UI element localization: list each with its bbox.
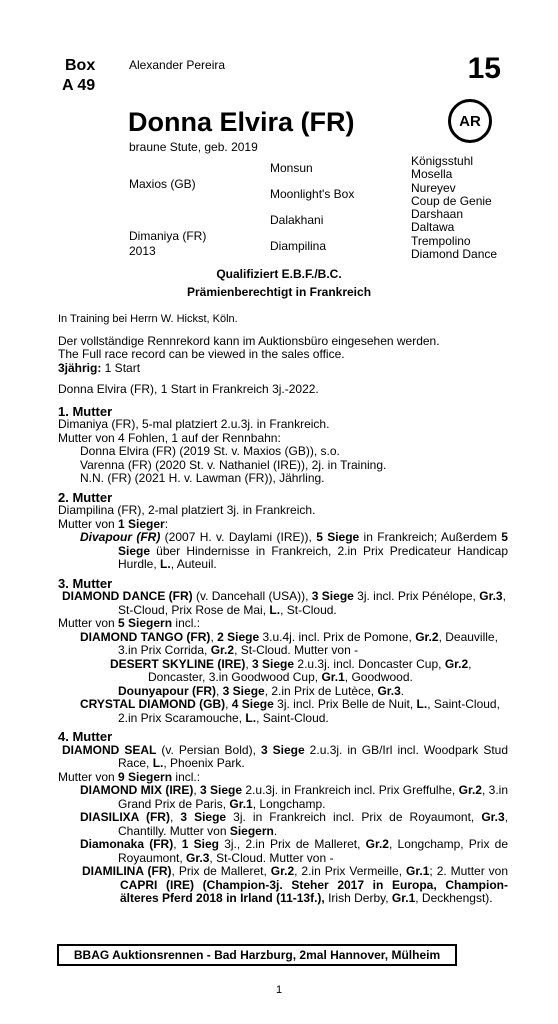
wins: 1 Sieg	[181, 837, 219, 851]
text: Mutter von	[58, 616, 119, 630]
text: , Phoenix Park.	[163, 756, 245, 770]
owner-name: Alexander Pereira	[129, 58, 226, 72]
dam-entry	[58, 590, 508, 617]
text: ,	[245, 656, 253, 671]
text: incl.:	[172, 616, 201, 630]
text: ,	[225, 697, 232, 711]
winner-count: 5 Siegern	[118, 616, 173, 630]
text: 3.u.4j. incl. Prix de Pomone,	[259, 629, 416, 644]
horse-name: DIAMILINA (FR)	[82, 864, 172, 878]
pedigree-grandparent: Dalakhani	[270, 213, 324, 227]
wins: 2 Siege	[217, 629, 260, 644]
box-title: Box	[65, 57, 96, 74]
horse-name: DIASILIXA (FR)	[80, 810, 170, 824]
grade: Gr.1	[321, 670, 345, 684]
grade: Gr.2	[365, 837, 389, 851]
text: , Chantilly. Mutter von	[118, 810, 509, 838]
age3-label: 3jährig:	[58, 360, 102, 375]
text: Irish Derby,	[324, 891, 392, 905]
text: (v. Persian Bold),	[156, 742, 261, 757]
winners-intro	[58, 518, 508, 532]
wins: 3 Siege	[200, 783, 243, 797]
horse-name: DIAMOND TANGO (FR)	[80, 629, 211, 644]
auction-race-banner: BBAG Auktionsrennen - Bad Harzburg, 2mal Hannover, Mülheim	[57, 944, 457, 966]
champion-note: (Champion-3j. Steher 2017 in Europa, Champion-älteres Pferd 2018 in Irland (11-13f.),	[120, 877, 508, 905]
section-heading-3: 3. Mutter	[58, 575, 113, 591]
horse-description: braune Stute, geb. 2019	[129, 140, 258, 154]
wins: 4 Siege	[231, 697, 274, 711]
grade: L.	[245, 710, 257, 725]
produce-item: N.N. (FR) (2021 H. v. Lawman (FR)), Jährling.	[80, 471, 325, 485]
winner-count: 9 Siegern	[118, 769, 173, 784]
pedigree-grandparent: Monsun	[270, 161, 313, 175]
grade: Gr.1	[406, 864, 430, 878]
qualification: Prämienberechtigt in Frankreich	[186, 285, 372, 299]
pedigree-great-grandparent: Trempolino	[411, 234, 471, 248]
grade: Gr.2	[444, 656, 469, 671]
pedigree-great-grandparent: Daltawa	[411, 220, 455, 234]
grade: L.	[160, 557, 171, 571]
section-heading-2: 2. Mutter	[58, 489, 113, 505]
text: ; 2. Mutter von	[429, 864, 509, 878]
progeny-entry	[58, 811, 508, 838]
grade: Gr.3	[479, 589, 503, 603]
grade: Gr.1	[391, 891, 416, 905]
progeny-entry	[58, 838, 508, 865]
wins: 5 Siege	[118, 530, 508, 558]
text: , 3.in Grand Prix de Paris,	[118, 783, 508, 811]
catalogue-body	[58, 313, 508, 906]
grade: Gr.3	[481, 810, 505, 824]
text: , St-Cloud. Mutter von -	[209, 850, 334, 865]
box-number: A 49	[62, 77, 96, 94]
text: , St-Cloud, Prix Rose de Mai,	[118, 589, 506, 617]
text: 2.u.3j. in Frankreich incl. Prix Greffulhe,	[242, 783, 459, 797]
text: incl.:	[172, 769, 201, 784]
horse-name: DIAMOND MIX (IRE)	[80, 783, 194, 797]
record-note-en: The Full race record can be viewed in the sales office.	[58, 347, 345, 361]
wins: 5 Siege	[316, 530, 360, 544]
pedigree-grandparent: Diampilina	[270, 239, 327, 253]
grade: L.	[152, 756, 164, 770]
text: , Deauville, 3.in Prix Corrida,	[118, 629, 498, 657]
text: , 2.in Prix de Lutèce,	[264, 683, 378, 698]
qualification: Qualifiziert E.B.F./B.C.	[216, 267, 342, 281]
horse-name: Dounyapour (FR)	[118, 683, 216, 698]
text: , St-Cloud. Mutter von -	[234, 643, 359, 657]
progeny-entry	[58, 698, 508, 725]
section-heading-1: 1. Mutter	[58, 403, 113, 419]
text: 3j. in Frankreich incl. Prix de Royaumont,	[226, 810, 482, 824]
age3-value: 1 Start	[101, 360, 141, 375]
text: , Prix de Malleret,	[171, 864, 271, 878]
text: , Goodwood.	[344, 670, 413, 684]
progeny-entry	[58, 685, 508, 699]
text: (v. Dancehall (USA)),	[192, 589, 312, 603]
record-note-de: Der vollständige Rennrekord kann im Auktionsbüro eingesehen werden.	[58, 333, 440, 348]
pedigree-dam-year: 2013	[129, 244, 156, 258]
pedigree-great-grandparent: Darshaan	[411, 207, 464, 221]
text: über Hindernisse in Frankreich, 2.in Prix Predicateur Handicap Hurdle,	[118, 543, 508, 571]
progeny-entry	[58, 658, 508, 685]
grade: Gr.2	[415, 629, 439, 644]
text: , 2.in Prix Vermeille,	[294, 864, 407, 878]
horse-name: CAPRI (IRE)	[120, 877, 194, 892]
pedigree-dam: Dimaniya (FR)	[129, 229, 207, 243]
text: .	[400, 683, 405, 698]
section-heading-4: 4. Mutter	[58, 729, 113, 744]
wins: 3 Siege	[222, 683, 265, 698]
winners-intro	[58, 771, 508, 785]
race-summary: Donna Elvira (FR), 1 Start in Frankreich 3j.-2022.	[58, 382, 319, 396]
training-note: In Training bei Herrn W. Hickst, Köln.	[58, 313, 238, 325]
pedigree-great-grandparent: Nureyev	[411, 181, 456, 195]
text: , St-Cloud.	[280, 602, 337, 617]
grade: L.	[269, 602, 281, 617]
produce-item: Varenna (FR) (2020 St. v. Nathaniel (IRE)), 2j. in Training.	[80, 457, 387, 472]
grade: Gr.1	[229, 796, 253, 811]
pedigree-great-grandparent: Königsstuhl	[411, 154, 474, 168]
produce-intro: Mutter von 4 Fohlen, 1 auf der Rennbahn:	[58, 430, 281, 445]
grade: L.	[416, 697, 428, 711]
progeny-entry	[58, 631, 508, 658]
country-badge: AR	[448, 99, 492, 143]
dam-record: Dimaniya (FR), 5-mal platziert 2.u.3j. in Frankreich.	[58, 417, 330, 431]
progeny-entry	[58, 784, 508, 811]
horse-name: DESERT SKYLINE (IRE)	[110, 656, 246, 671]
text: , Deckhengst).	[415, 891, 493, 905]
grade: Gr.2	[210, 643, 235, 657]
text: , Doncaster, 3.in Goodwood Cup,	[148, 656, 472, 684]
horse-name: Diamonaka (FR)	[80, 837, 174, 851]
text: , Auteuil.	[170, 557, 217, 571]
wins: 3 Siege	[260, 742, 305, 757]
horse-name: Donna Elvira (FR)	[128, 107, 355, 137]
text: Mutter von	[58, 769, 119, 784]
grade: Gr.2	[458, 783, 482, 797]
wins: 3 Siege	[252, 656, 295, 671]
horse-name: CRYSTAL DIAMOND (GB)	[80, 697, 226, 711]
text: in Frankreich; Außerdem	[359, 530, 502, 544]
text: , Longchamp, Prix de Royaumont,	[118, 837, 508, 865]
age3-record	[58, 362, 508, 376]
lot-number: 15	[467, 52, 501, 85]
winner-count: 1 Sieger	[118, 516, 165, 531]
horse-name: DIAMOND DANCE (FR)	[62, 589, 193, 603]
text: , Longchamp.	[252, 796, 326, 811]
text: , Saint-Cloud.	[256, 710, 329, 725]
text: 3j., 2.in Prix de Malleret,	[219, 837, 366, 851]
pedigree-great-grandparent: Diamond Dance	[411, 247, 498, 261]
horse-name: Divapour (FR)	[80, 530, 161, 544]
box-label	[62, 56, 95, 96]
produce-item: Donna Elvira (FR) (2019 St. v. Maxios (GB)), s.o.	[80, 444, 340, 458]
text: ,	[216, 683, 223, 698]
text: Mutter von	[58, 516, 119, 531]
page-number: 1	[275, 984, 283, 996]
wins: 3 Siege	[180, 810, 227, 824]
dam-entry	[58, 744, 508, 771]
winners: Siegern	[229, 823, 274, 838]
text: .	[273, 823, 278, 838]
text: , Saint-Cloud, 2.in Prix Scaramouche,	[118, 697, 500, 725]
horse-name: DIAMOND SEAL	[62, 742, 157, 757]
pedigree-grandparent: Moonlight's Box	[270, 187, 355, 201]
second-dam-record: Diampilina (FR), 2-mal platziert 3j. in Frankreich.	[58, 503, 316, 517]
progeny-entry	[58, 865, 508, 906]
grade: Gr.3	[377, 683, 401, 698]
text: 3j. incl. Prix Pénélope,	[353, 589, 480, 603]
pedigree-great-grandparent: Coup de Genie	[411, 194, 492, 208]
text: 2.u.3j. incl. Doncaster Cup,	[294, 656, 445, 671]
wins: 3 Siege	[311, 589, 354, 603]
text: 2.u.3j. in GB/Irl incl. Woodpark Stud Race,	[118, 742, 508, 770]
pedigree-great-grandparent: Mosella	[411, 167, 453, 181]
text: ,	[169, 810, 181, 824]
text: 3j. incl. Prix Belle de Nuit,	[273, 697, 417, 711]
text: (2007 H. v. Daylami (IRE)),	[160, 530, 317, 544]
grade: Gr.2	[270, 864, 295, 878]
pedigree-sire: Maxios (GB)	[129, 177, 196, 191]
grade: Gr.3	[186, 850, 210, 865]
text: :	[164, 516, 169, 531]
text: ,	[173, 837, 182, 851]
text: ,	[210, 629, 218, 644]
progeny-entry	[58, 531, 508, 572]
text: ,	[193, 783, 201, 797]
winners-intro	[58, 617, 508, 631]
